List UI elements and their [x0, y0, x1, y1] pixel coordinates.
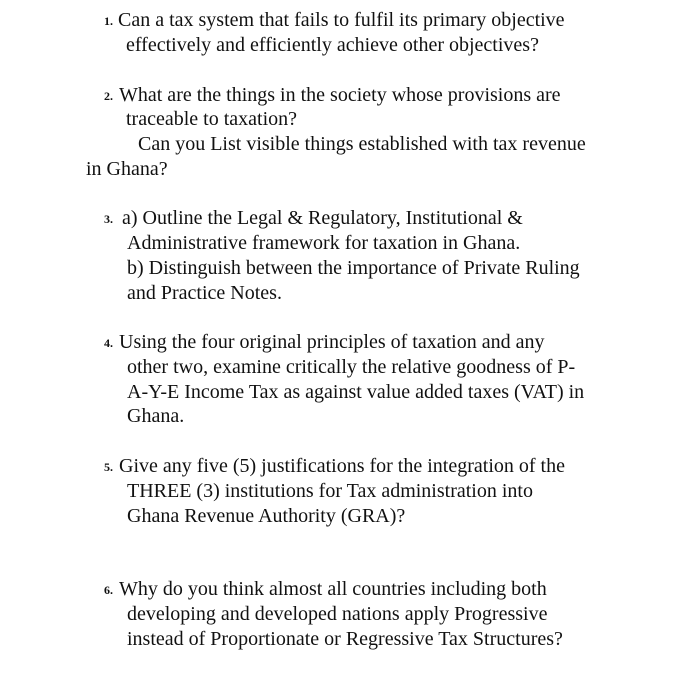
- question-line: Using the four original principles of taxation and any: [119, 331, 545, 353]
- question-line: in Ghana?: [86, 158, 168, 180]
- question-line: traceable to taxation?: [126, 108, 298, 130]
- question-line: What are the things in the society whose provisions are: [119, 84, 561, 106]
- question-number: 2.: [104, 89, 113, 103]
- question-line: developing and developed nations apply Progressive: [127, 603, 548, 625]
- question-number: 4.: [104, 336, 113, 350]
- question-line: instead of Proportionate or Regressive Tax Structures?: [127, 628, 563, 650]
- question-line: Administrative framework for taxation in Ghana.: [127, 232, 521, 254]
- question-number: 5.: [104, 460, 113, 474]
- question-number: 6.: [104, 583, 113, 597]
- question-number: 1.: [104, 14, 113, 28]
- question-line: effectively and efficiently achieve other objectives?: [126, 34, 539, 56]
- question-line: A-Y-E Income Tax as against value added taxes (VAT) in: [127, 381, 585, 403]
- question-line: b) Distinguish between the importance of Private Ruling: [127, 257, 580, 279]
- question-line: Can a tax system that fails to fulfil its primary objective: [118, 9, 565, 31]
- question-line: Ghana.: [127, 405, 185, 427]
- question-line: and Practice Notes.: [127, 282, 282, 304]
- question-line: THREE (3) institutions for Tax administration into: [127, 480, 533, 502]
- question-line: Give any five (5) justifications for the integration of the: [119, 455, 565, 477]
- question-line: Ghana Revenue Authority (GRA)?: [127, 505, 406, 527]
- question-line: other two, examine critically the relative goodness of P-: [127, 356, 576, 378]
- question-line: Can you List visible things established with tax revenue: [138, 133, 586, 155]
- question-line: a) Outline the Legal & Regulatory, Institutional &: [122, 207, 523, 229]
- question-line: Why do you think almost all countries including both: [119, 578, 547, 600]
- question-number: 3.: [104, 212, 113, 226]
